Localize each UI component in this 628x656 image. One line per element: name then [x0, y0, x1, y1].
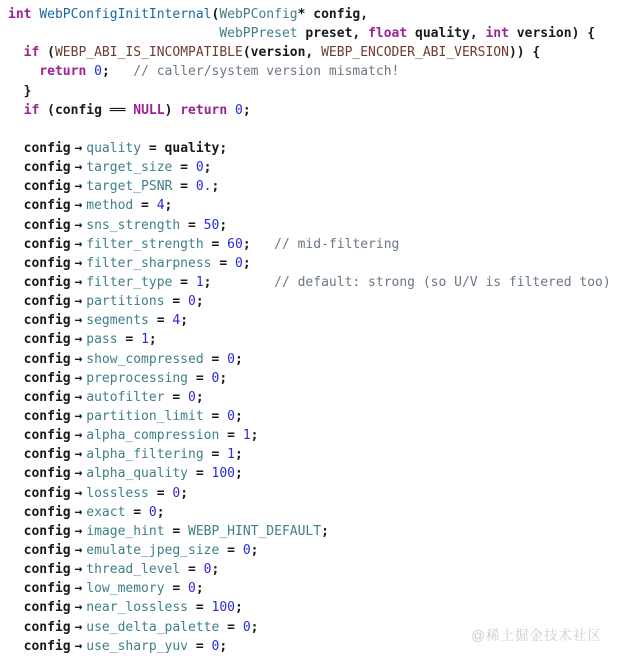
code-token: → [74, 313, 83, 329]
code-line [8, 139, 628, 158]
code-token: config [8, 198, 71, 214]
code-line [8, 541, 628, 560]
code-line [8, 158, 628, 177]
code-line [8, 196, 628, 215]
code-token: * config, [297, 7, 369, 22]
code-token: ; [250, 428, 259, 444]
code-token: ; [195, 389, 204, 405]
code-token: → [74, 198, 83, 214]
code-token: ; [321, 523, 329, 539]
code-token: = [219, 428, 243, 444]
code-token: = [164, 389, 189, 405]
code-token: → [74, 428, 83, 444]
code-token: = [203, 236, 228, 252]
code-token: config [8, 179, 71, 195]
code-token: → [74, 179, 83, 195]
code-token: ; [234, 600, 243, 616]
code-token: = [172, 274, 196, 290]
code-token: )) { [508, 45, 541, 61]
code-token: → [74, 542, 83, 558]
code-token: 0 [242, 542, 251, 558]
code-token: float [368, 26, 408, 42]
code-token: preset, [297, 26, 369, 42]
code-token: = [172, 160, 196, 176]
code-token: → [74, 619, 83, 635]
code-token: method [86, 198, 134, 214]
code-token: config [8, 485, 71, 501]
watermark-text: @稀土掘金技术社区 [471, 628, 602, 643]
code-line [8, 82, 628, 101]
code-token: = [164, 523, 189, 539]
code-token: 4 [172, 313, 181, 329]
code-line [8, 464, 628, 483]
code-token: alpha_quality [86, 466, 189, 482]
code-token: config [8, 370, 71, 386]
code-line [8, 273, 628, 292]
code-token: = [219, 542, 243, 558]
code-token: ( [211, 7, 220, 22]
code-token: 0 [195, 160, 204, 176]
code-token: config [8, 466, 71, 482]
code-line [8, 503, 628, 522]
code-line [8, 292, 628, 311]
code-token: segments [86, 313, 149, 329]
code-token: WebPConfigInitInternal [39, 7, 212, 22]
code-token: 1 [227, 447, 235, 463]
code-token: config [8, 600, 71, 616]
code-line [8, 426, 628, 445]
code-token: ══ [109, 102, 126, 118]
code-token: ; [180, 485, 189, 501]
code-token: → [74, 332, 83, 348]
code-token: → [74, 600, 83, 616]
code-line [8, 62, 628, 81]
code-token: = [203, 351, 228, 367]
code-token: (config [39, 102, 110, 118]
code-token: → [74, 217, 83, 233]
code-token: → [74, 504, 83, 520]
code-token: config [8, 332, 71, 348]
code-token: config [8, 619, 71, 635]
code-token: ; [250, 619, 259, 635]
code-token: low_memory [86, 581, 165, 597]
code-token: ) [164, 102, 181, 118]
code-token: = [188, 466, 212, 482]
code-token: config [8, 217, 71, 233]
code-token: ; [219, 638, 228, 654]
code-token [8, 103, 24, 118]
code-token: 0 [188, 389, 196, 405]
code-token: emulate_jpeg_size [86, 542, 220, 558]
code-token: 0. [195, 179, 212, 195]
code-token: ; [234, 447, 243, 463]
code-token: WebPPreset [219, 26, 298, 42]
code-token: ; [211, 179, 220, 195]
code-token: target_PSNR [86, 179, 173, 195]
code-token: ; [101, 64, 134, 80]
code-token: → [74, 255, 83, 271]
code-token: ; [234, 466, 243, 482]
code-token: sns_strength [86, 217, 181, 233]
code-token: = [180, 217, 204, 233]
code-token: 0 [227, 351, 235, 367]
code-token: → [74, 581, 83, 597]
code-token: quality [86, 140, 142, 156]
code-line [8, 369, 628, 388]
code-token: 0 [172, 485, 181, 501]
code-token [8, 45, 24, 60]
code-token: = [133, 198, 157, 214]
code-token [86, 64, 94, 79]
code-token: // caller/system version mismatch! [133, 64, 400, 80]
code-line [8, 445, 628, 464]
code-token: 0 [148, 504, 157, 520]
code-token: config [8, 274, 71, 290]
code-token: ; [250, 542, 259, 558]
code-token: 0 [211, 638, 220, 654]
code-token: = [117, 332, 142, 348]
code-token: → [74, 562, 83, 578]
code-token: use_sharp_yuv [86, 638, 189, 654]
code-token: NULL [133, 102, 165, 118]
code-token: → [74, 140, 83, 156]
code-token: 0 [227, 408, 235, 424]
code-token: = [164, 294, 189, 310]
code-token: WEBP_ABI_IS_INCOMPATIBLE [54, 45, 243, 61]
code-token: config [8, 581, 71, 597]
code-token: = [203, 408, 228, 424]
code-token: pass [86, 332, 118, 348]
code-token: = [148, 313, 173, 329]
code-token: target_size [86, 160, 173, 176]
code-token: = [219, 619, 243, 635]
code-line [8, 522, 628, 541]
code-token: 0 [211, 370, 220, 386]
code-token: alpha_filtering [86, 447, 204, 463]
code-line [8, 101, 628, 120]
code-token: 0 [235, 102, 243, 118]
code-token: → [74, 294, 83, 310]
code-token: → [74, 408, 83, 424]
code-token: 0 [242, 619, 251, 635]
code-token: config [8, 428, 71, 444]
code-line [8, 311, 628, 330]
code-token: ; [242, 236, 275, 252]
code-token: 100 [211, 600, 235, 616]
code-token: 0 [188, 294, 196, 310]
code-token: filter_sharpness [86, 255, 212, 271]
code-token: } [8, 83, 32, 99]
code-token: int [485, 26, 509, 42]
code-token: config [8, 504, 71, 520]
code-token: ; [195, 581, 204, 597]
code-token: int [8, 7, 32, 22]
code-token: = quality; [141, 140, 228, 156]
code-token: → [74, 638, 83, 654]
code-token: 1 [195, 274, 204, 290]
code-token: config [8, 542, 71, 558]
code-line [8, 388, 628, 407]
code-token: ; [211, 562, 220, 578]
code-token: lossless [86, 485, 149, 501]
code-token: show_compressed [86, 351, 204, 367]
code-token: = [125, 504, 149, 520]
code-token: → [74, 389, 83, 405]
code-token: alpha_compression [86, 428, 220, 444]
code-token: = [188, 370, 212, 386]
code-token: config [8, 447, 71, 463]
code-token: → [74, 274, 83, 290]
code-token: ; [203, 160, 212, 176]
code-token: = [188, 638, 212, 654]
code-token: ; [234, 351, 243, 367]
code-token: WEBP_ENCODER_ABI_VERSION [321, 45, 509, 61]
code-token: (version, [242, 45, 322, 61]
code-line [8, 350, 628, 369]
code-token: use_delta_palette [86, 619, 220, 635]
code-line [8, 177, 628, 196]
code-token: → [74, 351, 83, 367]
code-token: autofilter [86, 389, 165, 405]
code-line [8, 407, 628, 426]
code-token: 0 [234, 255, 243, 271]
code-line [8, 579, 628, 598]
code-token: ; [234, 408, 243, 424]
code-token: = [188, 600, 212, 616]
code-token: 100 [211, 466, 235, 482]
code-token: ; [156, 504, 165, 520]
code-token: → [74, 160, 83, 176]
code-token: 0 [188, 581, 196, 597]
code-token: ( [39, 45, 55, 61]
code-token: if [23, 102, 40, 118]
code-token: config [8, 255, 71, 271]
code-token: = [180, 562, 204, 578]
code-token: filter_strength [86, 236, 204, 252]
code-token: = [148, 485, 173, 501]
code-token: 50 [203, 217, 220, 233]
code-token: quality, [407, 26, 486, 42]
code-token: ; [219, 217, 228, 233]
code-line [8, 254, 628, 273]
code-token: → [74, 485, 83, 501]
code-token: 1 [242, 428, 251, 444]
code-token [8, 26, 219, 41]
code-token: = [172, 179, 196, 195]
code-token [227, 103, 235, 118]
code-token: if [23, 45, 40, 61]
code-token: partition_limit [86, 408, 204, 424]
code-token: near_lossless [86, 600, 189, 616]
code-token: → [74, 466, 83, 482]
code-token: WEBP_HINT_DEFAULT [188, 523, 322, 539]
code-token: ; [164, 198, 173, 214]
code-line [8, 484, 628, 503]
code-line [8, 120, 628, 139]
code-token: config [8, 294, 71, 310]
code-token: = [211, 255, 235, 271]
code-line [8, 216, 628, 235]
code-token: ; [195, 294, 204, 310]
code-token: 60 [227, 236, 243, 252]
code-token: → [74, 523, 83, 539]
code-token: config [8, 389, 71, 405]
code-token: filter_type [86, 274, 173, 290]
code-token: config [8, 523, 71, 539]
code-token: return [180, 102, 228, 118]
code-line [8, 24, 628, 43]
code-line [8, 598, 628, 617]
code-token: WebPConfig [219, 7, 298, 22]
code-token: ; [180, 313, 189, 329]
code-token: config [8, 351, 71, 367]
code-token: config [8, 140, 71, 156]
code-token: config [8, 236, 71, 252]
code-token: thread_level [86, 562, 181, 578]
code-token: → [74, 370, 83, 386]
code-token: ; [219, 370, 228, 386]
code-line [8, 330, 628, 349]
code-line [8, 5, 628, 24]
code-token: = [164, 581, 189, 597]
code-token: return [39, 64, 87, 80]
code-token: ; [242, 102, 251, 118]
code-token: version) { [508, 26, 596, 42]
code-token: config [8, 562, 71, 578]
code-token: config [8, 313, 71, 329]
code-token: preprocessing [86, 370, 189, 386]
code-token: // mid-filtering [274, 236, 400, 252]
code-token: 0 [94, 64, 102, 80]
code-token: ; [203, 274, 275, 290]
code-token: exact [86, 504, 126, 520]
code-token: → [74, 236, 83, 252]
code-token: 0 [203, 562, 212, 578]
code-token: ; [242, 255, 251, 271]
code-token: 4 [156, 198, 165, 214]
code-line [8, 43, 628, 62]
code-token: config [8, 638, 71, 654]
code-token: 1 [141, 332, 149, 348]
code-line [8, 560, 628, 579]
code-token: = [203, 447, 228, 463]
code-token [8, 64, 39, 79]
code-block [8, 5, 628, 656]
code-token: → [74, 447, 83, 463]
code-token: image_hint [86, 523, 165, 539]
code-token: ; [148, 332, 157, 348]
code-token: // default: strong (so U/V is filtered too) [274, 274, 611, 290]
code-token: partitions [86, 294, 165, 310]
code-line [8, 235, 628, 254]
code-token: config [8, 160, 71, 176]
code-token: config [8, 408, 71, 424]
